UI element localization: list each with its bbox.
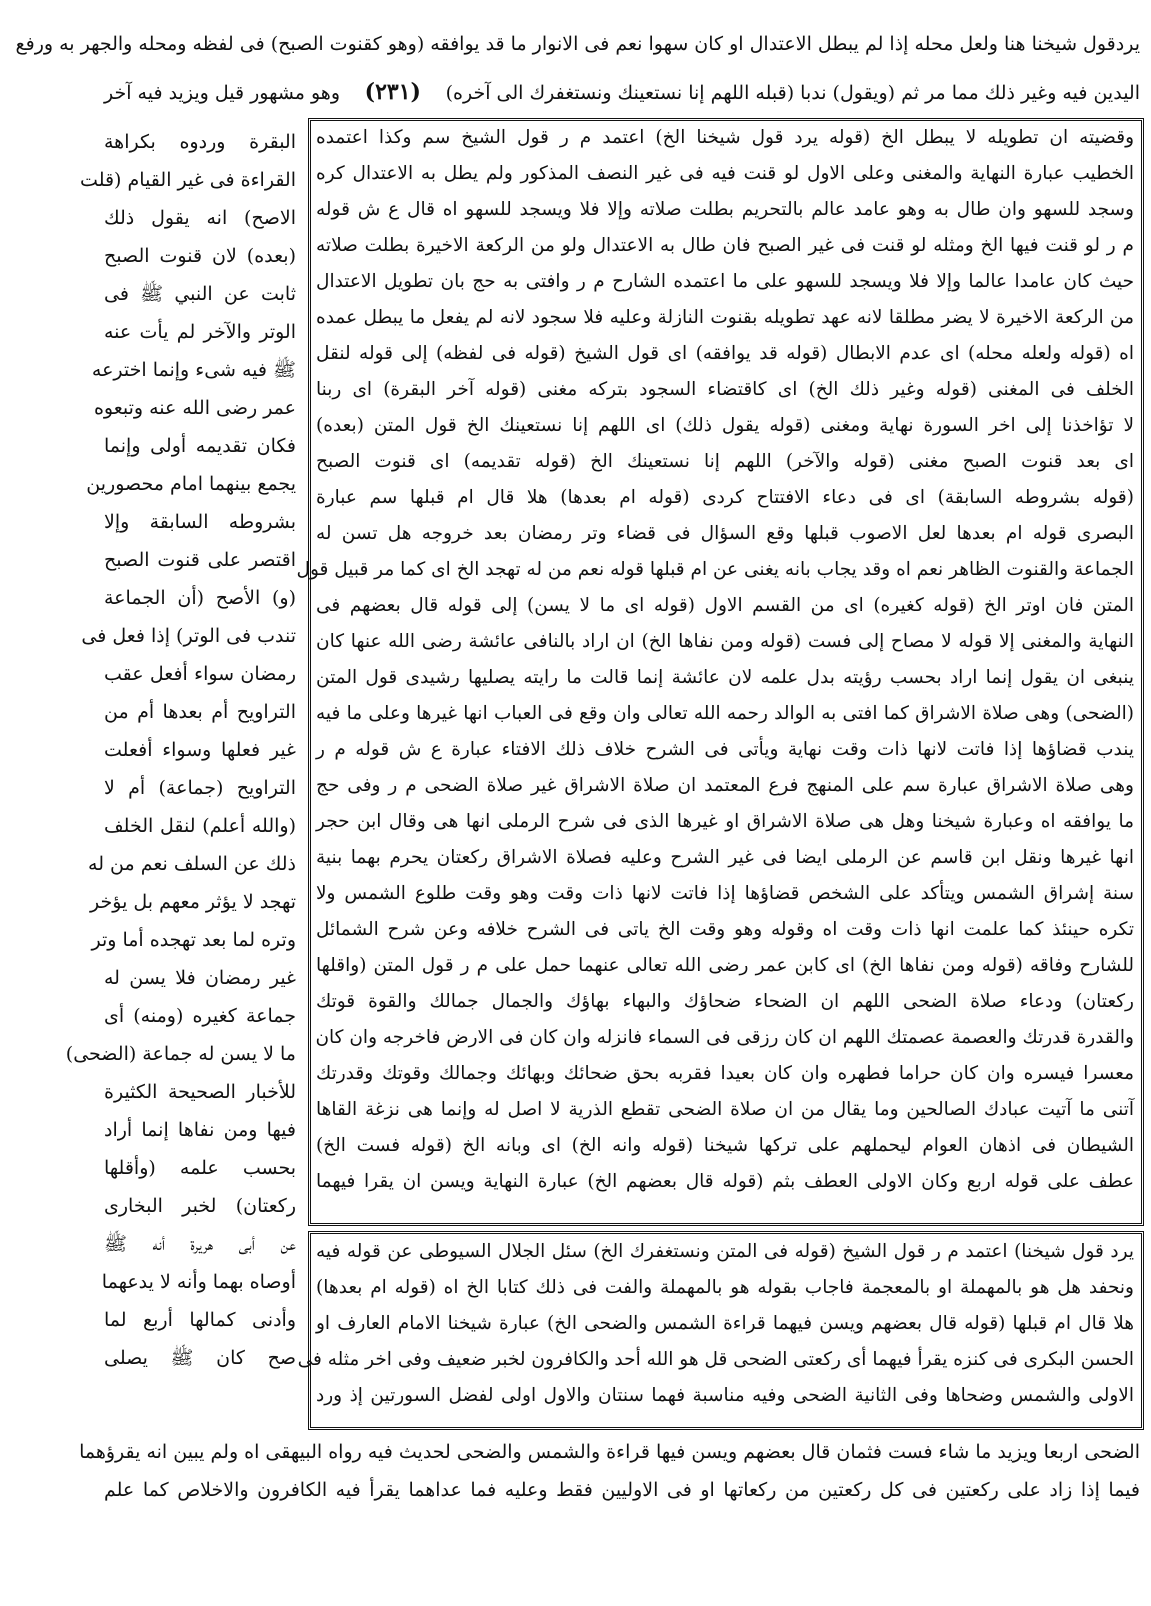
- side-line: فكان تقديمه أولى وإنما: [104, 435, 296, 457]
- bottom-text-line: فيما إذا زاد على ركعتين فى كل ركعتين من ركعاتها او فى الاوليين فقط وعليه فما عداهما يقرأ فيه الكافرون والاخلاص كما علم: [104, 1479, 1140, 1501]
- side-line: فيها ومن نفاها إنما أراد: [104, 1119, 296, 1141]
- side-line: جماعة كغيره (ومنه) أى: [104, 1005, 296, 1027]
- footnote-line: يرد قول شيخنا) اعتمد م ر قول الشيخ (قوله فى المتن ونستغفرك الخ) سئل الجلال السيوطى عن قوله فيه: [316, 1241, 1134, 1262]
- commentary-line: الجماعة والقنوت الظاهر نعم اه وقد يجاب بانه يغنى عن ام قبلها قوله نعم من له تهجد الخ اى كما مر قبيل قول: [296, 559, 1134, 580]
- side-line: التراويح (جماعة) أم لا: [104, 777, 296, 799]
- commentary-line: الشيطان فى اذهان العوام ليحملهم على تركها شيخنا (قوله وانه الخ) اى وبانه الخ (قوله فست الخ): [316, 1135, 1134, 1156]
- commentary-line: يندب قضاؤها إذا فاتت لانها ذات وقت نهاية ويأتى فى الشرح خلاف ذلك الافتاء عبارة ع ش قوله م ر: [316, 739, 1134, 760]
- side-line: وأدنى كمالها أربع لما: [104, 1309, 296, 1331]
- side-line: ﷺ فيه شىء وإنما اخترعه: [91, 359, 296, 381]
- header-right-text: اليدين فيه وغير ذلك مما مر ثم (ويقول) ندبا (قبله اللهم إنا نستعينك ونستغفرك الى آخره): [445, 82, 1140, 104]
- commentary-line: الخلف فى المغنى (قوله وغير ذلك الخ) اى كاقتضاء السجود بتركه مغنى (قوله آخر البقرة) اى ربنا: [316, 379, 1134, 400]
- commentary-line: عطف على قوله اربع وكان الاولى العطف بثم (قوله قال بعضهم الخ) عبارة النهاية ويسن ان يقرا فيهما: [316, 1171, 1134, 1192]
- side-line: (بعده) لان قنوت الصبح: [104, 245, 296, 267]
- commentary-line: البصرى قوله ام بعدها لعل الاصوب قبلها وقع السؤال فى قضاء وتر رمضان بعد خروجه هل تسن له: [316, 523, 1134, 544]
- side-line: بحسب علمه (وأقلها: [104, 1157, 296, 1179]
- side-line: غير فعلها وسواء أفعلت: [104, 739, 296, 761]
- commentary-line: حيث كان عامدا عالما وإلا فلا ويسجد للسهو على ما اعتمده الشارح م ر وافتى به حج بان تطويل الاعتدال: [316, 271, 1134, 292]
- top-text-line: يردقول شيخنا هنا ولعل محله إذا لم يبطل الاعتدال او كان سهوا نعم فى الانوار ما قد يوافقه (وهو كقنوت الصبح) فى لفظه ومحله والجهر به ورفع: [15, 33, 1140, 55]
- side-line: تهجد لا يؤثر معهم بل يؤخر: [90, 891, 296, 913]
- commentary-line: تكره حينئذ كما علمت انها ذات وقت اه وقوله وهو وقت الخ ياتى فى الشرح خلافه وعن شرح الشمائل: [316, 919, 1134, 940]
- commentary-line: ركعتان) ودعاء صلاة الضحى اللهم ان الضحاء ضحاؤك والبهاء بهاؤك والجمال جمالك والقوة قوتك: [316, 991, 1134, 1012]
- side-line: صح كان ﷺ يصلى: [104, 1347, 296, 1369]
- side-line: ركعتان) لخبر البخارى: [104, 1195, 296, 1217]
- side-line: البقرة وردوه بكراهة: [104, 131, 296, 153]
- side-line: رمضان سواء أفعل عقب: [104, 663, 296, 685]
- commentary-line: والقدرة قدرتك والعصمة عصمتك اللهم ان كان رزقى فى السماء فانزله وان كان فى الارض فاخرجه وان كان: [315, 1027, 1134, 1048]
- side-line: عن أبى هريرة أنه ﷺ: [104, 1233, 296, 1255]
- side-line: القراءة فى غير القيام (قلت: [80, 169, 296, 191]
- side-line: ما لا يسن له جماعة (الضحى): [65, 1043, 296, 1065]
- commentary-line: للشارح وفاقه (قوله ومن نفاها الخ) اى كابن عمر رضى الله تعالى عنهما حمل على م ر قول المتن (واقلها: [316, 955, 1134, 976]
- commentary-line: (قوله بشروطه السابقة) اى فى دعاء الافتتاح كردى (قوله ام بعدها) هلا قال ام قبلها سم عبارة: [316, 487, 1134, 508]
- commentary-line: وهى صلاة الاشراق عبارة سم على المنهج فرع المعتمد ان صلاة الاشراق غير صلاة الضحى م ر وفى حج: [316, 775, 1134, 796]
- side-line: تندب فى الوتر) إذا فعل فى: [81, 625, 296, 647]
- commentary-line: الخطيب عبارة النهاية والمغنى وعلى الاول لو قنت فيه فى غير النصف المذكور ولم يطل به الاعتدال كره: [316, 163, 1134, 184]
- commentary-line: اى بعد قنوت الصبح مغنى (قوله والآخر) اللهم إنا نستعينك الخ (قوله تقديمه) اى قنوت الصبح: [316, 451, 1134, 472]
- page-number: (٢٣١): [364, 79, 421, 105]
- commentary-line: وسجد للسهو وان طال به وهو عامد عالم بالتحريم بطلت صلاته وإلا فلا ويسجد للسهو اه قال ع ش قوله: [316, 199, 1134, 220]
- side-line: التراويح أم بعدها أم من: [104, 701, 296, 723]
- commentary-line: المتن فان اوتر الخ (قوله كغيره) اى من القسم الاول (قوله اى ما لا يسن) إلى قوله قال بعضهم فى: [316, 595, 1134, 616]
- commentary-line: لا تؤاخذنا إلى اخر السورة نهاية ومغنى (قوله يقول ذلك) اى اللهم إنا نستعينك الخ قول المتن (بعده): [316, 415, 1134, 436]
- footnote-line: الاولى والشمس وضحاها وفى الثانية الضحى وفيه مناسبة فهما سنتان والاول اولى لفضل السورتين إذ ورد: [316, 1385, 1134, 1406]
- side-line: اقتصر على قنوت الصبح: [104, 549, 296, 571]
- side-line: ذلك عن السلف نعم من له: [88, 853, 296, 875]
- side-line: يجمع بينهما امام محصورين: [86, 473, 296, 495]
- commentary-line: ينبغى ان يقول إنما اراد بحسب رؤيته بدل علمه لان عائشة إنما قالت ما رايته يصليها رشيدى قول المتن: [316, 667, 1134, 688]
- footnote-line: ونحفد هل هو بالمهملة او بالمعجمة فاجاب بقوله هو بالمهملة والفت فى ذلك كتابا الخ اه (قوله ام بعدها): [316, 1277, 1134, 1298]
- side-line: الوتر والآخر لم يأت عنه: [104, 321, 296, 343]
- side-line: غير رمضان فلا يسن له: [104, 967, 296, 989]
- side-line: الاصح) انه يقول ذلك: [104, 207, 296, 229]
- commentary-line: ما يوافقه اه وعبارة شيخنا وهل هى صلاة الاشراق او غيرها الذى فى شرح الرملى انها هى وقال ابن حجر: [316, 811, 1134, 832]
- commentary-line: سنة إشراق الشمس ويتأكد على الشخص قضاؤها إذا فاتت لانها ذات وقت وهو وقت طلوع الشمس ولا: [316, 883, 1134, 904]
- commentary-line: آتنى ما آتيت عبادك الصالحين وما يقال من ان صلاة الضحى تقطع الذرية لا اصل له وإنما هى نزغة القاها: [316, 1099, 1134, 1120]
- side-line: للأخبار الصحيحة الكثيرة: [104, 1081, 296, 1103]
- commentary-line: اه (قوله ولعله محله) اى عدم الابطال (قوله قد يوافقه) اى قول الشيخ (قوله فى لفظه) إلى قوله لنقل: [316, 343, 1134, 364]
- commentary-line: وقضيته ان تطويله لا يبطل الخ (قوله يرد قول شيخنا الخ) اعتمد م ر قول الشيخ سم وكذا اعتمده: [316, 127, 1134, 148]
- commentary-line: النهاية والمغنى إلا قوله لا مصاح إلى فست (قوله ومن نفاها الخ) ان اراد بالنافى عائشة رضى الله عنها كان: [316, 631, 1134, 652]
- bottom-text-line: الضحى اربعا ويزيد ما شاء فست فثمان قال بعضهم ويسن فيها قراءة والشمس والضحى لحديث فيه رواه البيهقى اه ولم يبين انه يقرؤهما: [79, 1441, 1140, 1463]
- header-left-text: وهو مشهور قيل ويزيد فيه آخر: [104, 82, 341, 104]
- side-line: (و) الأصح (أن الجماعة: [104, 587, 296, 609]
- side-line: بشروطه السابقة وإلا: [104, 511, 296, 533]
- header-line: [104, 78, 1140, 107]
- footnote-line: الحسن البكرى فى كنزه يقرأ فيهما أى ركعتى الضحى قل هو الله أحد والكافرون لخبر ضعيف وفى اخر مثله فى: [297, 1349, 1134, 1370]
- commentary-line: م ر لو قنت فيها الخ ومثله لو قنت فى غير الصبح فان طال به الاعتدال ولو من الركعة الاخيرة بطلت صلاته: [316, 235, 1134, 256]
- commentary-line: من الركعة الاخيرة لا يضر مطلقا لانه عهد تطويله بقنوت النازلة وعليه فلا سجود لانه لم يفعل ما يبطل عمده: [316, 307, 1134, 328]
- side-line: أوصاه بهما وأنه لا يدعهما: [101, 1271, 296, 1293]
- side-line: وتره لما بعد تهجده أما وتر: [91, 929, 296, 951]
- commentary-line: معسرا فيسره وان كان حراما فطهره وان كان بعيدا فقربه بحق ضحائك وبهائك وجمالك وقوتك وقدرتك: [316, 1063, 1134, 1084]
- side-line: عمر رضى الله عنه وتبعوه: [93, 397, 296, 419]
- side-line: (والله أعلم) لنقل الخلف: [104, 815, 296, 837]
- commentary-line: (الضحى) وهى صلاة الاشراق كما افتى به الوالد رحمه الله تعالى وان وقع فى العباب انها غيرها وعلى ما فيه: [316, 703, 1134, 724]
- side-line: ثابت عن النبي ﷺ فى: [104, 283, 296, 305]
- footnote-line: هلا قال ام قبلها (قوله قال بعضهم ويسن فيهما قراءة الشمس والضحى الخ) عبارة شيخنا الامام العارف او: [316, 1313, 1134, 1334]
- commentary-line: انها غيرها ونقل ابن قاسم عن الرملى ايضا فى غير الشرح وعليه فصلاة الاشراق ركعتان يحرم بهما بنية: [316, 847, 1134, 868]
